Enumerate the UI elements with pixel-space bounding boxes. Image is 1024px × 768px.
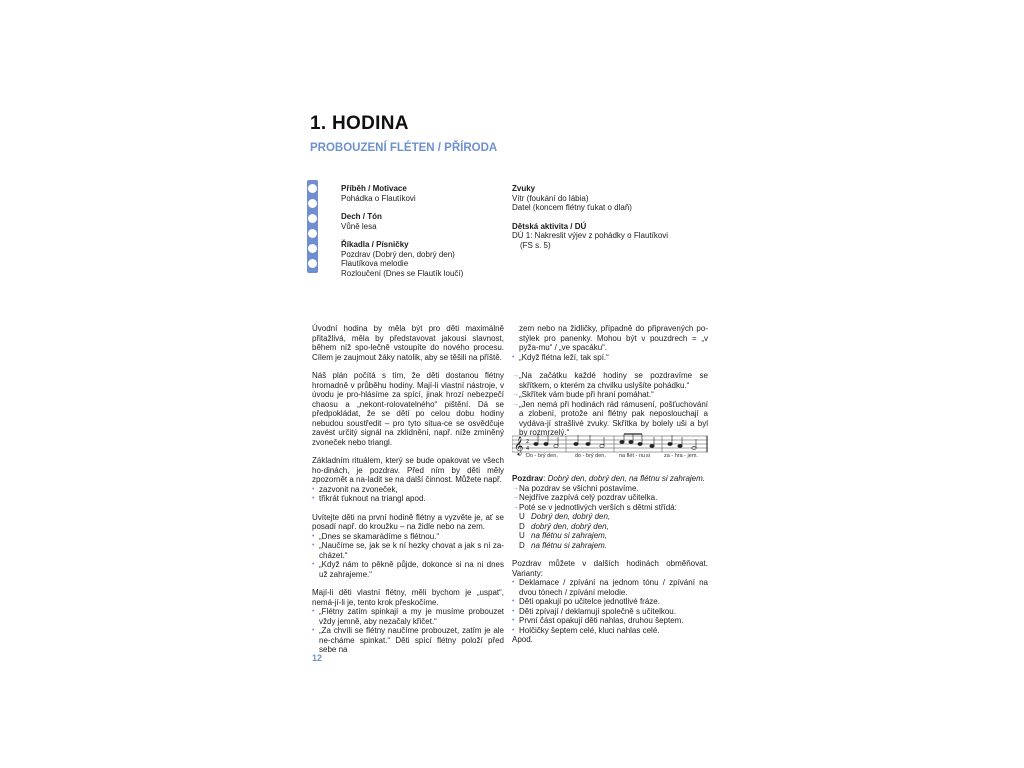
arrow-list: [512, 484, 708, 513]
svg-text:4: 4: [526, 446, 530, 452]
info-label: Říkadla / Písničky: [341, 240, 409, 249]
info-story: [341, 184, 506, 203]
exchange-line: D na flétnu si zahrajem.: [519, 540, 608, 550]
page-title: 1. HODINA: [310, 113, 409, 134]
bullet-list: [512, 353, 708, 363]
homework-icon: [308, 259, 317, 268]
list-item: → Nejdříve zazpívá celý pozdrav učitelka.: [512, 493, 658, 502]
activity-icon: [308, 244, 317, 253]
arrow-list: [512, 371, 708, 438]
bullet-list: [312, 532, 504, 580]
song-icon: [308, 214, 317, 223]
info-value: Vůně lesa: [341, 221, 377, 231]
list-item: • třikrát ťuknout na triangl apod.: [312, 494, 426, 503]
paragraph: zem nebo na židličky, případně do připravených po-stýlek pro panenky. Mohou být v pouzdrech = „v pyža-mu“ / „ve spacáku“.: [519, 324, 708, 352]
list-item: • Holčičky šeptem celé, kluci nahlas celé.: [512, 625, 660, 635]
info-value: (FS s. 5): [520, 240, 551, 250]
info-songs: [341, 240, 506, 278]
right-text-column-bottom: [512, 474, 708, 645]
bullet-list: [312, 607, 504, 655]
lyric-syllable: Do - brý den,: [526, 453, 558, 459]
paragraph: Základním rituálem, který se bude opakovat ve všech ho-dinách, je pozdrav. Před ním by děti měly zpozornět a na-ladit se na další činnost. Můžete např.: [312, 456, 504, 484]
music-staff: [512, 432, 708, 464]
page-subtitle: PROBOUZENÍ FLÉTEN / PŘÍRODA: [310, 142, 498, 154]
paragraph: Úvodní hodina by měla být pro děti maximálně přitažlivá, měla by představovat jakousi slavnost, během níž spo-lečně vstoupíte do nového procesu. Cílem je zaujmout žáky natolik, aby se těšili na příště.: [312, 324, 504, 362]
info-value: Rozloučení (Dnes se Flautík loučí): [341, 268, 464, 278]
melody-notes: [534, 434, 696, 450]
pozdrav-line: Pozdrav: Dobrý den, dobrý den, na flétnu si zahrajem.: [512, 474, 705, 483]
list-item: • „Za chvíli se flétny naučíme probouzet, zatím je ale ne-cháme spinkat.“ Děti spící flétny položí před sebe na: [312, 626, 504, 654]
list-item: → Na pozdrav se všichni postavíme.: [512, 483, 639, 493]
list-item: • „Naučíme se, jak se k ní hezky chovat a jak s ní za-cházet.“: [312, 541, 504, 560]
lesson-info-left: [341, 184, 506, 287]
info-value: DÚ 1: Nakreslit výjev z pohádky o Flautíkovi: [512, 231, 669, 240]
sound-icon: [308, 229, 317, 238]
bullet-list: [312, 485, 504, 504]
info-label: Dech / Tón: [341, 212, 382, 221]
exchange-line: U Dobrý den, dobrý den,: [519, 512, 611, 521]
left-text-column: [312, 324, 504, 655]
lyric-syllable: si: [646, 453, 650, 459]
paragraph: Pozdrav můžete v dalších hodinách obměňovat. Varianty:: [512, 559, 708, 578]
svg-text:2: 2: [526, 439, 530, 445]
story-icon: [308, 184, 317, 193]
list-item: → „Skřítek vám bude při hraní pomáhat.“: [512, 390, 654, 399]
breath-icon: [308, 199, 317, 208]
info-label: Příběh / Motivace: [341, 184, 407, 193]
info-value: Flautíkova melodie: [341, 259, 409, 268]
list-item: • Děti zpívají / deklamují společně s učitelkou.: [512, 606, 676, 616]
paragraph: Apod.: [512, 635, 533, 644]
list-item: • „Flétny zatím spinkají a my je musíme probouzet vždy jemně, aby nezačaly křičet.“: [312, 607, 504, 626]
right-text-column-top: [512, 324, 708, 438]
list-item: • Děti opakují po učitelce jednotlivé fráze.: [512, 597, 660, 606]
paragraph: Mají-li děti vlastní flétny, měli bychom je „uspat“, nemá-jí-li je, tento krok přeskočíme.: [312, 588, 504, 607]
lyric-syllable: za - hra - jem.: [664, 453, 698, 459]
lesson-icon-bar: [307, 180, 318, 273]
paragraph: Uvítejte děti na první hodině flétny a vyzvěte je, ať se posadí např. do kroužku – na židle nebo na zem.: [312, 512, 504, 531]
exchange-line: D dobrý den, dobrý den,: [519, 521, 609, 531]
bullet-list: [512, 578, 708, 635]
list-item: • zazvonit na zvoneček,: [312, 484, 398, 494]
treble-clef-icon: 𝄞: [514, 436, 524, 455]
info-breath: [341, 212, 506, 231]
list-item: • Deklamace / zpívání na jednom tónu / zpívání na dvou tónech / zpívání melodie.: [512, 578, 708, 597]
list-item: • „Dnes se skamarádíme s flétnou.“: [312, 531, 440, 541]
call-response: [512, 512, 708, 550]
list-item: • „Když flétna leží, tak spí.“: [512, 352, 609, 362]
lyric-syllable: do - brý den,: [575, 453, 606, 459]
list-item: → „Na začátku každé hodiny se pozdravíme se skřítkem, o kterém za chvilku uslyšíte pohádku.“: [512, 371, 708, 390]
info-label: Zvuky: [512, 184, 536, 193]
info-sounds: [512, 184, 702, 213]
paragraph: Náš plán počítá s tím, že děti dostanou flétny hromadně v průběhu hodiny. Mají-li vlastní nástroje, v úvodu je pro-hlásíme za spící, jinak hrozí nebezpečí chaosu a „nekont-rolovatelného“ pištění. Dá se předpokládat, že se děti po celou dobu hodiny nebudou soustředit – pro tyto situa-ce se osvědčuje zavést určitý signál na zklidnění, např. níže zmíněný zvoneček nebo triangl.: [312, 371, 504, 447]
info-value: Vítr (foukání do lábia): [512, 193, 589, 203]
list-item: • „Když nám to pěkně půjde, dokonce si na ni dnes už zahrajeme.“: [312, 560, 504, 579]
list-item: → „Jen nemá při hodinách rád rámusení, pošťuchování a zlobení, protože ani flétny pak neposlouchají a vydáva-jí strašlivé zvuky. Skřítka by bolely uši a byl by rozmrzelý.“: [512, 399, 708, 437]
lyric-syllable: na flét - nu: [619, 453, 645, 459]
info-value: Pozdrav (Dobrý den, dobrý den): [341, 249, 455, 259]
page-number: 12: [312, 653, 323, 663]
exchange-line: U na flétnu si zahrajem,: [519, 531, 608, 540]
list-item: → Poté se v jednotlivých verších s dětmi střídá:: [512, 502, 677, 512]
info-value: Pohádka o Flautíkovi: [341, 193, 416, 203]
info-label: Dětská aktivita / DÚ: [512, 221, 587, 231]
info-activity: [512, 222, 702, 251]
list-item: • První část opakují děti nahlas, druhou šeptem.: [512, 616, 684, 625]
lesson-info-right: [512, 184, 702, 259]
info-value: Datel (koncem flétny ťukat o dlaň): [512, 203, 632, 212]
